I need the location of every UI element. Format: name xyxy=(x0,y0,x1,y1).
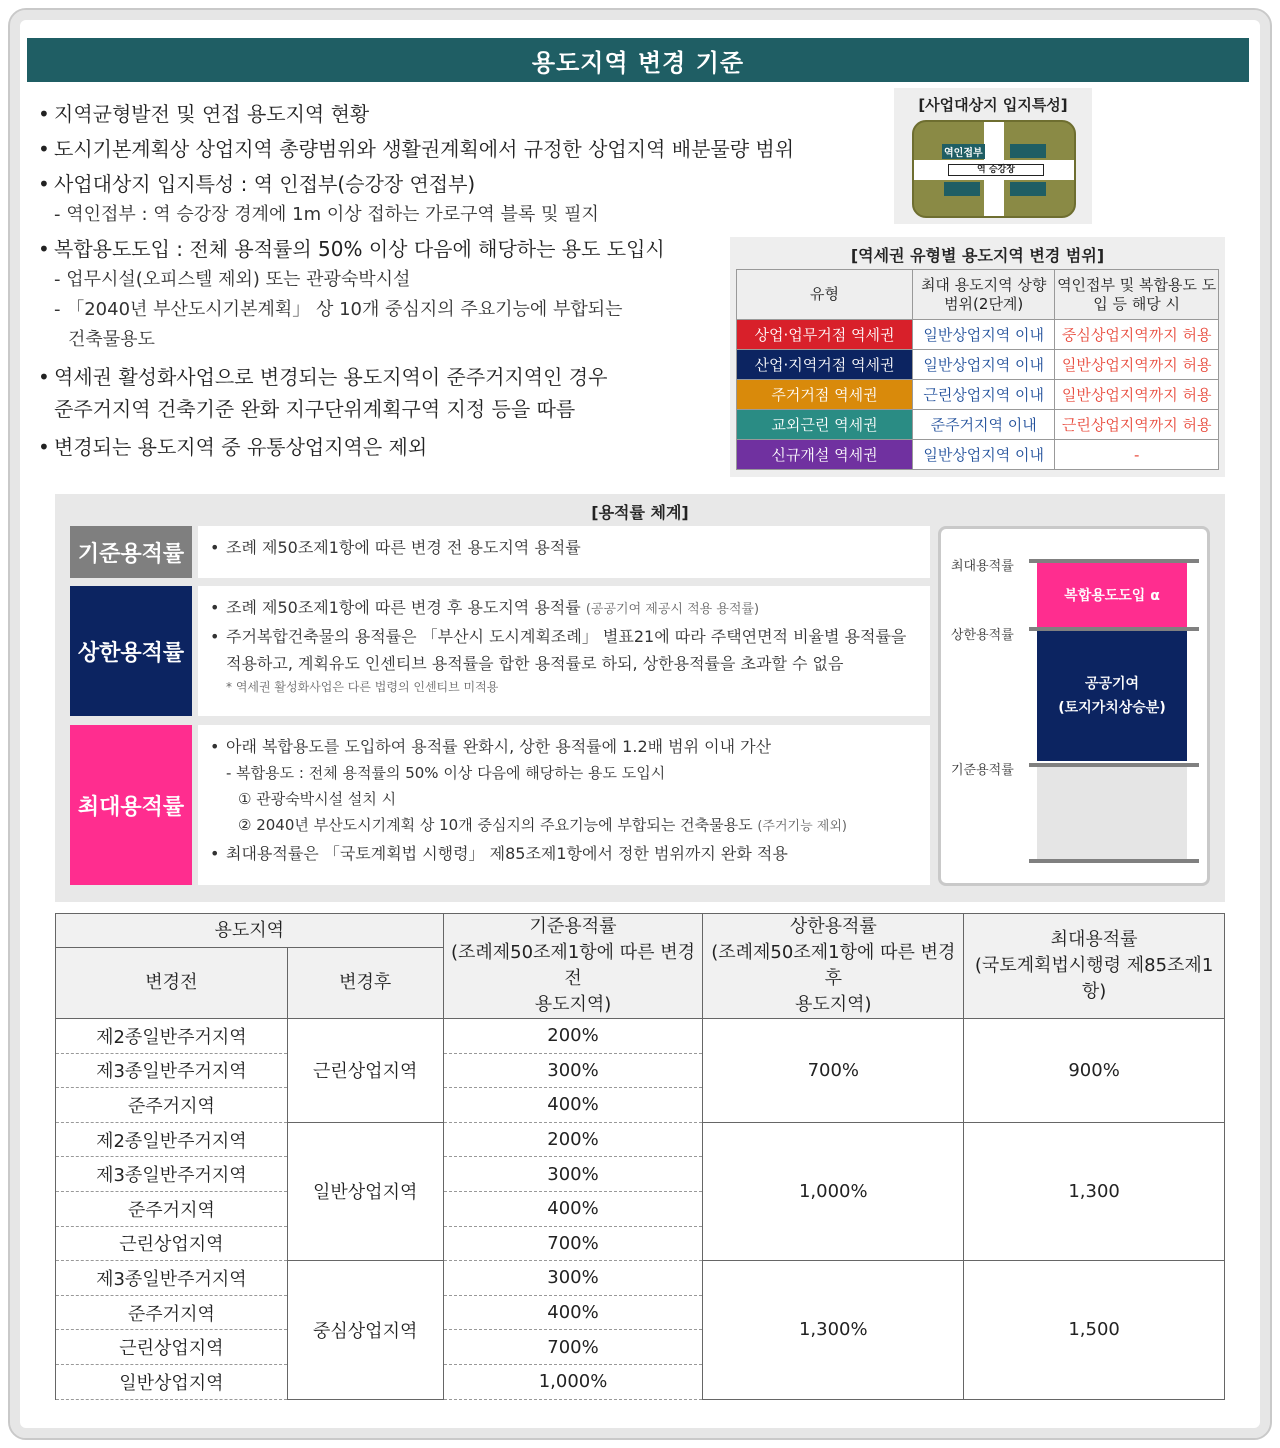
station-type-cell: 주거거점 역세권 xyxy=(737,380,913,410)
description-line: • 최대용적률은 「국토계획법 시행령」 제85조제1항에서 정한 범위까지 완화 적용 xyxy=(210,840,918,867)
description-line xyxy=(210,594,918,623)
adjacent-cell: - xyxy=(1055,440,1219,470)
header-text: 기준용적률 xyxy=(529,916,617,937)
after-zone-cell: 일반상업지역 xyxy=(287,1122,443,1260)
range-cell: 준주거지역 이내 xyxy=(913,410,1055,440)
base-far-cell: 300% xyxy=(443,1261,703,1296)
table-row xyxy=(56,1019,1225,1054)
before-zone-cell: 준주거지역 xyxy=(56,1191,288,1226)
header-subtext: 용도지역) xyxy=(795,994,872,1015)
header-subtext: (조례제50조제1항에 따른 변경전 xyxy=(450,942,696,989)
description-footnote: * 역세권 활성화사업은 다른 법령의 인센티브 미적용 xyxy=(226,680,499,694)
description-text: ② 2040년 부산도시기계획 상 10개 중심지의 주요기능에 부합되는 건축물용도 xyxy=(238,816,753,834)
header-max-far xyxy=(964,914,1225,1019)
header-upper-far xyxy=(703,914,964,1019)
criteria-item: • 변경되는 용도지역 중 유통상업지역은 제외 xyxy=(38,434,798,460)
before-zone-cell: 제3종일반주거지역 xyxy=(56,1053,288,1088)
before-zone-cell: 근린상업지역 xyxy=(56,1226,288,1261)
base-far-description xyxy=(198,526,930,578)
max-far-description xyxy=(198,725,930,885)
table-row xyxy=(56,1122,1225,1157)
description-line: 적용하고, 계획유도 인센티브 용적률을 합한 용적률로 하되, 상한용적률을 초과할 수 없음 xyxy=(226,654,844,673)
criteria-item: • 복합용도도입 : 전체 용적률의 50% 이상 다음에 해당하는 용도 도입시 xyxy=(38,236,798,262)
base-far-level-label: 기준용적률 xyxy=(951,763,1014,778)
criteria-item-continued: 준주거지역 건축기준 완화 지구단위계획구역 지정 등을 따름 xyxy=(54,397,576,421)
max-far-cell: 1,300 xyxy=(964,1122,1225,1260)
header-before: 변경전 xyxy=(56,948,288,1019)
criteria-sub-item: - 「2040년 부산도시기본계획」 상 10개 중심지의 주요기능에 부합되는 xyxy=(54,299,623,320)
base-far-label: 기준용적률 xyxy=(70,526,192,578)
header-after: 변경후 xyxy=(287,948,443,1019)
description-line: • 주거복합건축물의 용적률은 「부산시 도시계획조례」 별표21에 따라 주택연면적 비율별 용적률을 xyxy=(210,623,918,650)
description-line: • 조례 제50조제1항에 따른 변경 전 용도지역 용적률 xyxy=(210,534,918,561)
before-zone-cell: 제3종일반주거지역 xyxy=(56,1261,288,1296)
max-far-cell: 900% xyxy=(964,1019,1225,1123)
far-system-panel xyxy=(55,494,1225,902)
header-text: 상한용적률 xyxy=(789,916,877,937)
criteria-item: • 역세권 활성화사업으로 변경되는 용도지역이 준주거지역인 경우 xyxy=(38,364,798,390)
description-text: 조례 제50조제1항에 따른 변경 후 용도지역 용적률 xyxy=(226,598,581,617)
before-zone-cell: 제3종일반주거지역 xyxy=(56,1157,288,1192)
criteria-sub-item: - 역인접부 : 역 승강장 경계에 1m 이상 접하는 가로구역 블록 및 필지 xyxy=(54,204,599,225)
criteria-item: • 사업대상지 입지특성 : 역 인접부(승강장 연접부) xyxy=(38,171,798,197)
table-row xyxy=(737,320,1219,350)
range-cell: 일반상업지역 이내 xyxy=(913,350,1055,380)
site-map xyxy=(912,120,1076,218)
upper-far-level-label: 상한용적률 xyxy=(951,628,1014,643)
header-subtext: (조례제50조제1항에 따른 변경후 xyxy=(711,942,956,989)
criteria-list xyxy=(38,92,798,460)
far-system-title: [용적률 체계] xyxy=(591,503,689,522)
before-zone-cell: 일반상업지역 xyxy=(56,1364,288,1399)
adjacent-label: 역인접부 xyxy=(942,144,985,159)
header-range: 최대 용도지역 상향 범위(2단계) xyxy=(913,270,1055,320)
platform-label: 역 승강장 xyxy=(948,164,1044,176)
base-far-cell: 200% xyxy=(443,1122,703,1157)
criteria-sub-item: 건축물용도 xyxy=(68,329,155,350)
public-contribution-bar xyxy=(1037,631,1187,761)
description-note: (공공기여 제공시 적용 용적률) xyxy=(585,602,760,617)
range-cell: 근린상업지역 이내 xyxy=(913,380,1055,410)
table-row xyxy=(737,440,1219,470)
adjacent-cell: 근린상업지역까지 허용 xyxy=(1055,410,1219,440)
upper-far-cell: 1,300% xyxy=(703,1261,964,1399)
site-title: [사업대상지 입지특성] xyxy=(918,96,1068,114)
bar-text: (토지가치상승분) xyxy=(1058,700,1166,716)
range-cell: 일반상업지역 이내 xyxy=(913,440,1055,470)
header-type: 유형 xyxy=(737,270,913,320)
station-type-cell: 산업·지역거점 역세권 xyxy=(737,350,913,380)
upper-far-description xyxy=(198,586,930,716)
description-sub-line xyxy=(210,812,918,840)
before-zone-cell: 제2종일반주거지역 xyxy=(56,1122,288,1157)
upper-far-cell: 1,000% xyxy=(703,1122,964,1260)
header-subtext: (국토계획법시행령 제85조제1항) xyxy=(974,955,1214,1002)
base-far-cell: 400% xyxy=(443,1088,703,1123)
site-characteristics-box xyxy=(894,88,1092,224)
before-zone-cell: 준주거지역 xyxy=(56,1295,288,1330)
station-type-panel xyxy=(730,237,1225,477)
upper-far-cell: 700% xyxy=(703,1019,964,1123)
header-subtext: 용도지역) xyxy=(534,994,612,1015)
range-cell: 일반상업지역 이내 xyxy=(913,320,1055,350)
adjacent-block xyxy=(944,182,980,196)
base-far-cell: 400% xyxy=(443,1191,703,1226)
header-base-far xyxy=(443,914,703,1019)
base-far-cell: 400% xyxy=(443,1295,703,1330)
criteria-sub-item: - 업무시설(오피스텔 제외) 또는 관광숙박시설 xyxy=(54,269,411,290)
base-far-cell: 700% xyxy=(443,1330,703,1365)
page-title: 용도지역 변경 기준 xyxy=(27,38,1249,82)
criteria-item: • 도시기본계획상 상업지역 총량범위와 생활권계획에서 규정한 상업지역 배분물량 범위 xyxy=(38,136,798,162)
table-row xyxy=(737,350,1219,380)
base-far-cell: 700% xyxy=(443,1226,703,1261)
before-zone-cell: 제2종일반주거지역 xyxy=(56,1019,288,1054)
zone-far-table xyxy=(55,913,1225,1400)
base-far-cell: 200% xyxy=(443,1019,703,1054)
base-far-cell: 300% xyxy=(443,1053,703,1088)
station-type-cell: 교외근린 역세권 xyxy=(737,410,913,440)
before-zone-cell: 준주거지역 xyxy=(56,1088,288,1123)
adjacent-cell: 일반상업지역까지 허용 xyxy=(1055,350,1219,380)
far-diagram xyxy=(938,526,1210,886)
max-far-label: 최대용적률 xyxy=(70,725,192,885)
ground-line xyxy=(1029,859,1199,863)
station-type-cell: 신규개설 역세권 xyxy=(737,440,913,470)
description-sub-line: - 복합용도 : 전체 용적률의 50% 이상 다음에 해당하는 용도 도입시 xyxy=(226,764,666,782)
station-table-title: [역세권 유형별 용도지역 변경 범위] xyxy=(850,246,1105,265)
after-zone-cell: 중심상업지역 xyxy=(287,1261,443,1399)
adjacent-cell: 일반상업지역까지 허용 xyxy=(1055,380,1219,410)
max-far-level-label: 최대용적률 xyxy=(951,559,1014,574)
after-zone-cell: 근린상업지역 xyxy=(287,1019,443,1123)
header-zone: 용도지역 xyxy=(56,914,444,948)
description-sub-line: ① 관광숙박시설 설치 시 xyxy=(238,790,397,808)
description-note: (주거기능 제외) xyxy=(757,819,847,834)
table-row xyxy=(56,1261,1225,1296)
base-bar xyxy=(1037,767,1187,859)
header-text: 최대용적률 xyxy=(1050,929,1138,950)
adjacent-block xyxy=(1010,182,1046,196)
before-zone-cell: 근린상업지역 xyxy=(56,1330,288,1365)
table-row xyxy=(737,380,1219,410)
max-far-cell: 1,500 xyxy=(964,1261,1225,1399)
base-far-cell: 1,000% xyxy=(443,1364,703,1399)
station-type-table xyxy=(736,269,1219,470)
table-row xyxy=(737,410,1219,440)
bar-text: 공공기여 xyxy=(1084,676,1140,692)
mixed-use-bar: 복합용도도입 α xyxy=(1037,563,1187,627)
base-far-cell: 300% xyxy=(443,1157,703,1192)
station-type-cell: 상업·업무거점 역세권 xyxy=(737,320,913,350)
criteria-item: • 지역균형발전 및 연접 용도지역 현황 xyxy=(38,101,798,127)
adjacent-block xyxy=(1010,144,1046,158)
description-line: • 아래 복합용도를 도입하여 용적률 완화시, 상한 용적률에 1.2배 범위 이내 가산 xyxy=(210,733,918,760)
adjacent-cell: 중심상업지역까지 허용 xyxy=(1055,320,1219,350)
upper-far-label: 상한용적률 xyxy=(70,586,192,716)
header-adjacent: 역인접부 및 복합용도 도입 등 해당 시 xyxy=(1055,270,1219,320)
